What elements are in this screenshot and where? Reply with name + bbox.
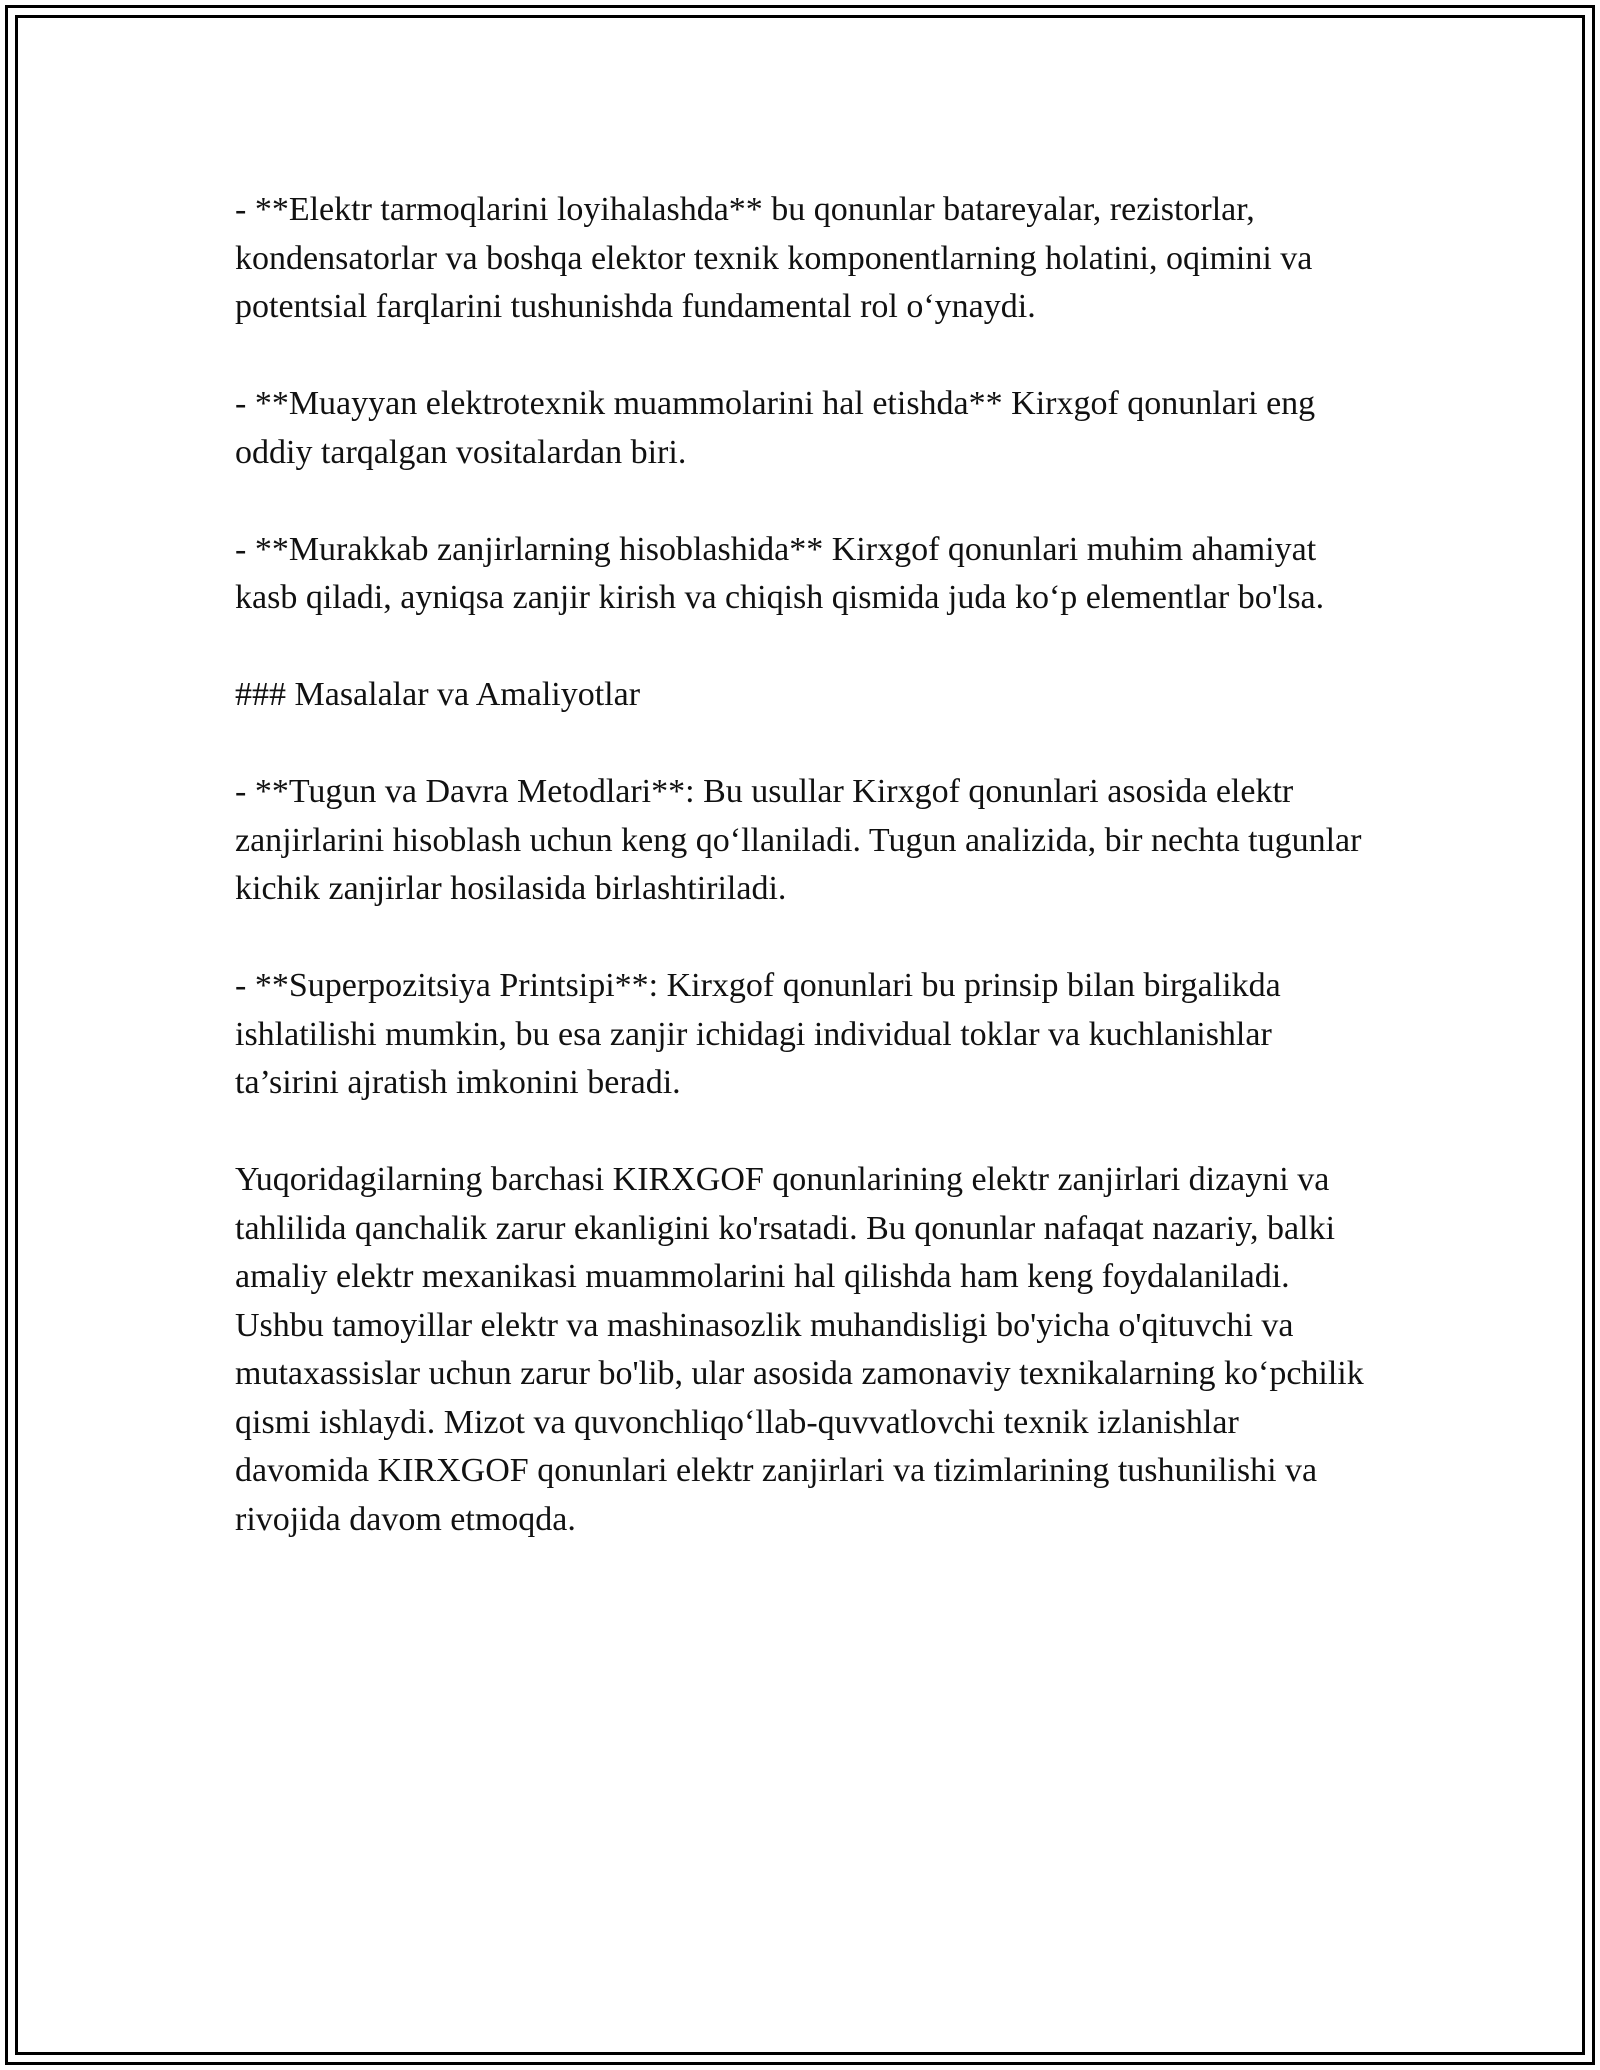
- paragraph-conclusion: Yuqoridagilarning barchasi KIRXGOF qonunlarining elektr zanjirlari dizayni va tahlilida qanchalik zarur ekanligini ko'rsatadi. Bu qonunlar nafaqat nazariy, balki amaliy elektr mexanikasi muammolarini hal qilishda ham keng foydalaniladi. Ushbu tamoyillar elektr va mashinasozlik muhandisligi bo'yicha o'qituvchi va mutaxassislar uchun zarur bo'lib, ular asosida zamonaviy texnikalarning ko‘pchilik qismi ishlaydi. Mizot va quvonchliqo‘llab-quvvatlovchi texnik izlanishlar davomida KIRXGOF qonunlari elektr zanjirlari va tizimlarining tushunilishi va rivojida davom etmoqda.: [235, 1161, 1364, 1538]
- paragraph-superpozitsiya: - **Superpozitsiya Printsipi**: Kirxgof qonunlari bu prinsip bilan birgalikda ishlatilishi mumkin, bu esa zanjir ichidagi individual toklar va kuchlanishlar ta’sirini ajratish imkonini beradi.: [235, 967, 1281, 1101]
- document-body: [235, 186, 1375, 1593]
- paragraph-muayyan-muammolar: - **Muayyan elektrotexnik muammolarini hal etishda** Kirxgof qonunlari eng oddiy tarqalgan vositalardan biri.: [235, 385, 1316, 471]
- paragraph-murakkab-zanjirlar: - **Murakkab zanjirlarning hisoblashida** Kirxgof qonunlari muhim ahamiyat kasb qiladi, ayniqsa zanjir kirish va chiqish qismida juda ko‘p elementlar bo'lsa.: [235, 530, 1325, 616]
- paragraph-elektr-tarmoqlari: - **Elektr tarmoqlarini loyihalashda** bu qonunlar batareyalar, rezistorlar, kondensatorlar va boshqa elektor texnik komponentlarning holatini, oqimini va potentsial farqlarini tushunishda fundamental rol o‘ynaydi.: [235, 191, 1313, 325]
- section-heading-masalalar: ### Masalalar va Amaliyotlar: [235, 676, 641, 713]
- paragraph-tugun-davra: - **Tugun va Davra Metodlari**: Bu usullar Kirxgof qonunlari asosida elektr zanjirlarini hisoblash uchun keng qo‘llaniladi. Tugun analizida, bir nechta tugunlar kichik zanjirlar hosilasida birlashtiriladi.: [235, 773, 1362, 907]
